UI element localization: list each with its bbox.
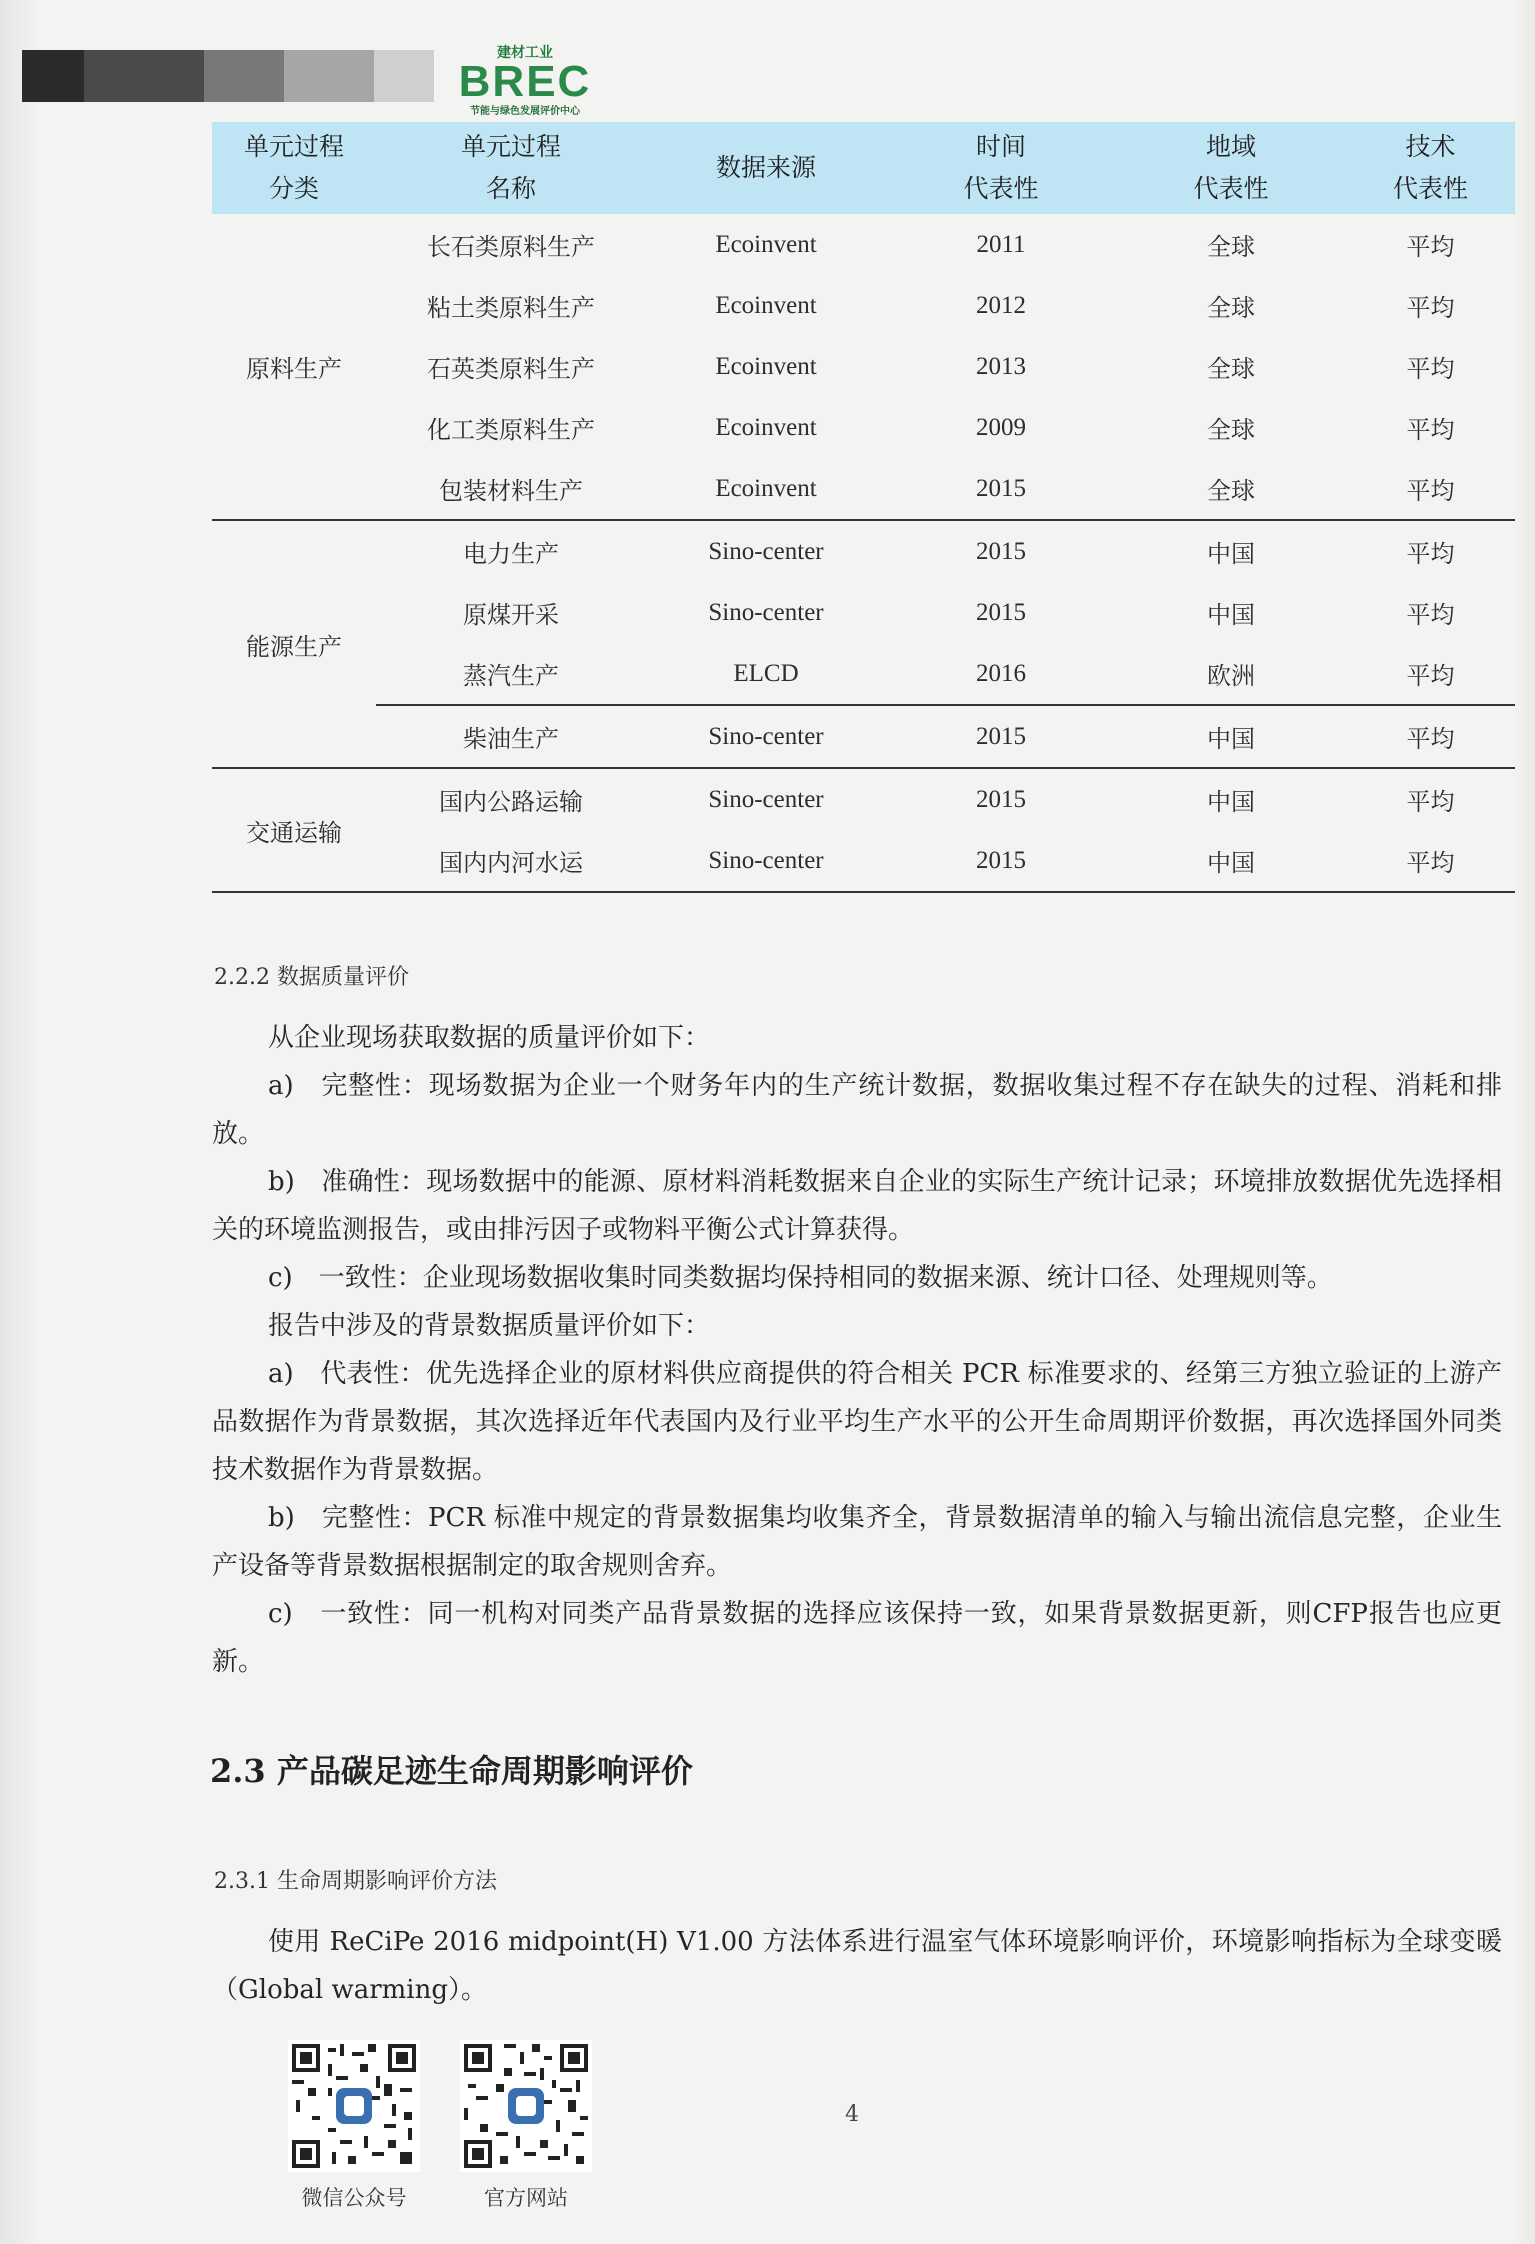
column-header-line: 时间 (975, 132, 1026, 161)
source-cell: Ecoinvent (715, 474, 817, 502)
tech-cell: 平均 (1406, 477, 1455, 505)
year-cell: 2015 (886, 520, 1116, 582)
paragraph: c) 一致性：同一机构对同类产品背景数据的选择应该保持一致，如果背景数据更新，则CFP报告也应更新。 (212, 1599, 1502, 1677)
paragraph: 从企业现场获取数据的质量评价如下： (268, 1023, 711, 1053)
source-cell: Sino-center (708, 598, 824, 626)
tech-cell: 平均 (1406, 601, 1455, 629)
table-row (212, 275, 1515, 336)
table-row (212, 214, 1515, 275)
source-cell: Sino-center (646, 705, 886, 768)
section-heading-2-2-2: 2.2.2 数据质量评价 (214, 965, 409, 990)
table-row (212, 768, 1515, 830)
table-row (212, 458, 1515, 520)
process-name-cell: 电力生产 (376, 520, 646, 582)
tech-cell: 平均 (1346, 830, 1515, 892)
process-name-cell: 粘土类原料生产 (427, 294, 595, 322)
column-header-line: 代表性 (1392, 174, 1468, 203)
process-name-cell: 国内公路运输 (376, 768, 646, 830)
source-cell: Sino-center (646, 830, 886, 892)
year-cell: 2015 (886, 768, 1116, 830)
column-header (886, 122, 1116, 214)
year-cell: 2016 (976, 659, 1026, 687)
year-cell: 2015 (886, 705, 1116, 768)
tech-cell: 平均 (1406, 233, 1455, 261)
page-edge-shadow (0, 0, 40, 2244)
region-cell: 中国 (1116, 705, 1346, 768)
region-cell: 中国 (1116, 830, 1346, 892)
source-cell: Sino-center (646, 520, 886, 582)
column-header-line: 技术 (1405, 132, 1456, 161)
table-header-row (212, 122, 1515, 214)
page-edge-shadow-right (1513, 0, 1535, 2244)
column-header-line: 名称 (485, 174, 536, 203)
tech-cell: 平均 (1406, 294, 1455, 322)
region-cell: 全球 (1207, 233, 1255, 261)
header-band-segment (22, 50, 84, 102)
column-header-line: 地域 (1205, 132, 1256, 161)
tech-cell: 平均 (1346, 520, 1515, 582)
source-cell: Ecoinvent (715, 352, 817, 380)
process-name-cell: 柴油生产 (376, 705, 646, 768)
qr-pattern (460, 2040, 592, 2172)
process-name-cell: 国内内河水运 (376, 830, 646, 892)
region-cell: 中国 (1116, 520, 1346, 582)
section-heading-2-3: 2.3 产品碳足迹生命周期影响评价 (210, 1752, 693, 1790)
section-heading-2-3-1: 2.3.1 生命周期影响评价方法 (214, 1869, 497, 1894)
table-row (212, 336, 1515, 397)
year-cell: 2011 (976, 230, 1026, 258)
tech-cell: 平均 (1406, 355, 1455, 383)
column-header-line: 分类 (268, 174, 319, 203)
year-cell: 2012 (976, 291, 1026, 319)
process-name-cell: 原煤开采 (463, 601, 559, 629)
column-header (1346, 122, 1515, 214)
column-header-line: 数据来源 (715, 153, 816, 182)
page-number: 4 (845, 2102, 859, 2127)
year-cell: 2013 (976, 352, 1026, 380)
website-qr-code-icon[interactable] (460, 2040, 592, 2172)
header-band-segment (374, 50, 434, 102)
table-row (212, 397, 1515, 458)
header-band-segment (284, 50, 374, 102)
paragraph: 报告中涉及的背景数据质量评价如下： (268, 1311, 711, 1341)
year-cell: 2015 (976, 474, 1026, 502)
paragraph: b) 准确性：现场数据中的能源、原材料消耗数据来自企业的实际生产统计记录；环境排放数据优先选择相关的环境监测报告，或由排污因子或物料平衡公式计算获得。 (212, 1167, 1502, 1245)
source-cell: Ecoinvent (715, 291, 817, 319)
paragraph: a) 代表性：优先选择企业的原材料供应商提供的符合相关 PCR 标准要求的、经第三方独立验证的上游产品数据作为背景数据，其次选择近年代表国内及行业平均生产水平的公开生命周期评价数据，再次选择国外同类技术数据作为背景数据。 (212, 1359, 1502, 1485)
category-cell: 能源生产 (212, 520, 376, 768)
website-qr-label: 官方网站 (484, 2186, 568, 2210)
tech-cell: 平均 (1346, 705, 1515, 768)
table-row (212, 520, 1515, 582)
column-header (212, 122, 376, 214)
region-cell: 全球 (1207, 477, 1255, 505)
table-row (212, 643, 1515, 705)
column-header (376, 122, 646, 214)
column-header-line: 单元过程 (460, 132, 561, 161)
source-cell: Ecoinvent (715, 413, 817, 441)
region-cell: 中国 (1207, 601, 1255, 629)
wechat-qr-label: 微信公众号 (301, 2186, 407, 2210)
logo-top-text: 建材工业 (497, 45, 553, 61)
process-name-cell: 蒸汽生产 (463, 662, 559, 690)
header-band-segment (84, 50, 204, 102)
column-header-line: 代表性 (963, 174, 1039, 203)
process-name-cell: 包装材料生产 (439, 477, 583, 505)
source-cell: Sino-center (646, 768, 886, 830)
process-name-cell: 石英类原料生产 (427, 355, 595, 383)
logo-main-text: BREC (458, 57, 592, 106)
paragraph: a) 完整性：现场数据为企业一个财务年内的生产统计数据，数据收集过程不存在缺失的过程、消耗和排放。 (212, 1071, 1502, 1149)
region-cell: 欧洲 (1207, 662, 1255, 690)
region-cell: 中国 (1116, 768, 1346, 830)
paragraph: c) 一致性：企业现场数据收集时同类数据均保持相同的数据来源、统计口径、处理规则等。 (268, 1263, 1333, 1293)
paragraph: 使用 ReCiPe 2016 midpoint(H) V1.00 方法体系进行温室气体环境影响评价，环境影响指标为全球变暖（Global warming）。 (212, 1927, 1502, 2005)
column-header-line: 单元过程 (243, 132, 344, 161)
column-header (1116, 122, 1346, 214)
category-cell: 交通运输 (212, 768, 376, 892)
region-cell: 全球 (1207, 416, 1255, 444)
qr-pattern (288, 2040, 420, 2172)
source-cell: Ecoinvent (715, 230, 817, 258)
table-row (212, 582, 1515, 643)
header-band-segment (204, 50, 284, 102)
region-cell: 全球 (1207, 294, 1255, 322)
year-cell: 2009 (976, 413, 1026, 441)
category-cell: 原料生产 (246, 355, 342, 383)
process-name-cell: 长石类原料生产 (427, 233, 595, 261)
year-cell: 2015 (886, 830, 1116, 892)
brec-logo (445, 42, 605, 117)
column-header-line: 代表性 (1193, 174, 1269, 203)
paragraph: b) 完整性：PCR 标准中规定的背景数据集均收集齐全，背景数据清单的输入与输出流信息完整，企业生产设备等背景数据根据制定的取舍规则舍弃。 (212, 1503, 1502, 1581)
tech-cell: 平均 (1406, 662, 1455, 690)
source-cell: ELCD (733, 659, 799, 687)
background-data-table (212, 122, 1515, 893)
region-cell: 全球 (1207, 355, 1255, 383)
tech-cell: 平均 (1346, 768, 1515, 830)
table-row (212, 705, 1515, 768)
table-row (212, 830, 1515, 892)
column-header (646, 122, 886, 214)
year-cell: 2015 (976, 598, 1026, 626)
process-name-cell: 化工类原料生产 (427, 416, 595, 444)
tech-cell: 平均 (1406, 416, 1455, 444)
section-2-2-2-body (212, 1014, 1502, 1686)
logo-sub-text: 节能与绿色发展评价中心 (470, 106, 580, 117)
wechat-qr-code-icon[interactable] (288, 2040, 420, 2172)
